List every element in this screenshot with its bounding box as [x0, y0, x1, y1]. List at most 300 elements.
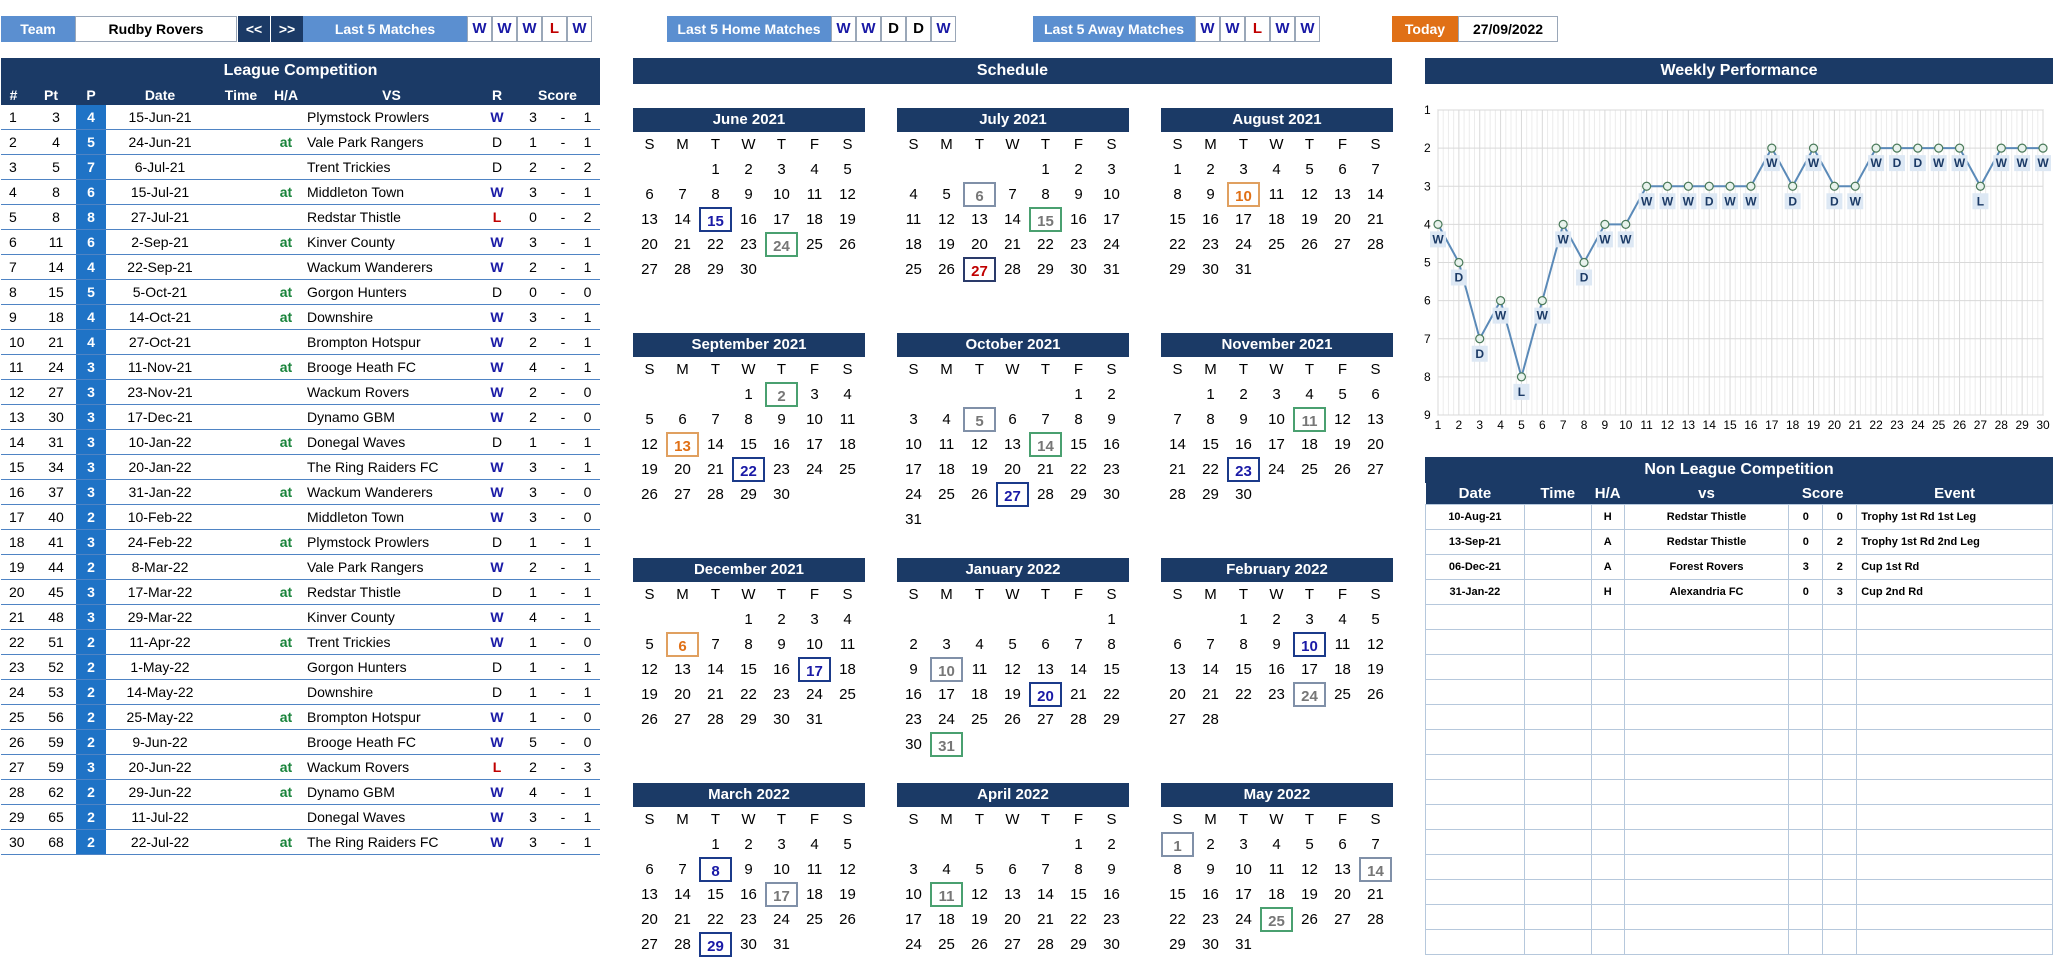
calendar-day[interactable]: 17 [1268, 436, 1285, 453]
calendar-day[interactable]: 9 [1272, 636, 1281, 653]
calendar-day[interactable]: 31 [1103, 261, 1120, 278]
calendar-day[interactable]: 8 [1206, 411, 1215, 428]
table-row[interactable] [1, 380, 600, 405]
calendar-day[interactable]: 13 [641, 886, 658, 903]
calendar-day[interactable]: 11 [806, 186, 823, 203]
calendar-day[interactable]: 4 [810, 836, 819, 853]
table-row[interactable] [1, 780, 600, 805]
calendar-day[interactable]: 1 [744, 611, 753, 628]
calendar-day[interactable]: 4 [1272, 161, 1281, 178]
calendar-day[interactable]: 23 [740, 236, 757, 253]
calendar-day[interactable]: 31 [1235, 936, 1252, 953]
table-row[interactable] [1, 180, 600, 205]
calendar-day[interactable]: 23 [1202, 911, 1219, 928]
calendar-day[interactable]: 11 [1334, 636, 1351, 653]
calendar-day[interactable]: 13 [1367, 411, 1384, 428]
calendar-day[interactable]: 11 [806, 861, 823, 878]
calendar-day[interactable]: 20 [1169, 686, 1186, 703]
match-day[interactable]: 29 [699, 932, 732, 957]
team-name-field[interactable]: Rudby Rovers [75, 16, 237, 42]
calendar-day[interactable]: 2 [1206, 836, 1215, 853]
calendar-day[interactable]: 21 [1202, 686, 1219, 703]
calendar-day[interactable]: 26 [839, 236, 856, 253]
match-day[interactable]: 27 [996, 482, 1029, 507]
calendar-day[interactable]: 21 [1367, 886, 1384, 903]
calendar-day[interactable]: 24 [806, 461, 823, 478]
prev-team-button[interactable]: << [238, 16, 270, 42]
calendar-day[interactable]: 5 [645, 411, 654, 428]
match-day[interactable]: 23 [1227, 457, 1260, 482]
calendar-day[interactable]: 30 [905, 736, 922, 753]
calendar-day[interactable]: 31 [1235, 261, 1252, 278]
calendar-day[interactable]: 19 [1367, 661, 1384, 678]
calendar-day[interactable]: 4 [843, 611, 852, 628]
calendar-day[interactable]: 17 [1103, 211, 1120, 228]
calendar-day[interactable]: 18 [1301, 436, 1318, 453]
calendar-day[interactable]: 3 [909, 411, 918, 428]
calendar-day[interactable]: 23 [773, 686, 790, 703]
calendar-day[interactable]: 4 [975, 636, 984, 653]
calendar-day[interactable]: 18 [1268, 886, 1285, 903]
calendar-day[interactable]: 26 [1334, 461, 1351, 478]
calendar-day[interactable]: 22 [707, 236, 724, 253]
calendar-day[interactable]: 2 [1107, 386, 1116, 403]
calendar-day[interactable]: 22 [1070, 911, 1087, 928]
calendar-day[interactable]: 22 [1235, 686, 1252, 703]
table-row[interactable] [1, 555, 600, 580]
calendar-day[interactable]: 13 [1334, 186, 1351, 203]
calendar-day[interactable]: 5 [942, 186, 951, 203]
calendar-day[interactable]: 26 [641, 711, 658, 728]
calendar-day[interactable]: 18 [1268, 211, 1285, 228]
calendar-day[interactable]: 20 [674, 686, 691, 703]
calendar-day[interactable]: 30 [740, 936, 757, 953]
table-row[interactable] [1, 605, 600, 630]
match-day[interactable]: 17 [765, 882, 798, 907]
calendar-day[interactable]: 13 [1334, 861, 1351, 878]
calendar-day[interactable]: 21 [707, 461, 724, 478]
calendar-day[interactable]: 27 [674, 486, 691, 503]
match-day[interactable]: 27 [963, 257, 996, 282]
table-row[interactable] [1, 455, 600, 480]
match-day[interactable]: 2 [765, 382, 798, 407]
calendar-day[interactable]: 23 [1202, 236, 1219, 253]
calendar-day[interactable]: 5 [975, 861, 984, 878]
calendar-day[interactable]: 24 [773, 911, 790, 928]
calendar-day[interactable]: 9 [777, 636, 786, 653]
calendar-day[interactable]: 3 [810, 386, 819, 403]
calendar-day[interactable]: 30 [1070, 261, 1087, 278]
calendar-day[interactable]: 7 [1173, 411, 1182, 428]
calendar-day[interactable]: 29 [740, 486, 757, 503]
match-day[interactable]: 6 [963, 182, 996, 207]
calendar-day[interactable]: 19 [1301, 211, 1318, 228]
calendar-day[interactable]: 8 [1041, 186, 1050, 203]
calendar-day[interactable]: 23 [905, 711, 922, 728]
calendar-day[interactable]: 25 [839, 461, 856, 478]
calendar-day[interactable]: 24 [1235, 911, 1252, 928]
calendar-day[interactable]: 17 [1235, 211, 1252, 228]
calendar-day[interactable]: 10 [905, 886, 922, 903]
calendar-day[interactable]: 5 [645, 636, 654, 653]
calendar-day[interactable]: 6 [1008, 861, 1017, 878]
calendar-day[interactable]: 6 [678, 411, 687, 428]
match-day[interactable]: 24 [1293, 682, 1326, 707]
table-row[interactable] [1, 255, 600, 280]
match-day[interactable]: 11 [1293, 407, 1326, 432]
calendar-day[interactable]: 5 [843, 161, 852, 178]
calendar-day[interactable]: 4 [942, 411, 951, 428]
table-row[interactable] [1, 280, 600, 305]
calendar-day[interactable]: 15 [1169, 886, 1186, 903]
calendar-day[interactable]: 24 [1268, 461, 1285, 478]
calendar-day[interactable]: 1 [1206, 386, 1215, 403]
calendar-day[interactable]: 29 [740, 711, 757, 728]
calendar-day[interactable]: 21 [674, 911, 691, 928]
calendar-day[interactable]: 16 [740, 211, 757, 228]
calendar-day[interactable]: 12 [938, 211, 955, 228]
calendar-day[interactable]: 22 [1103, 686, 1120, 703]
calendar-day[interactable]: 16 [740, 886, 757, 903]
calendar-day[interactable]: 12 [1301, 861, 1318, 878]
calendar-day[interactable]: 30 [773, 486, 790, 503]
calendar-day[interactable]: 25 [1268, 236, 1285, 253]
calendar-day[interactable]: 25 [1334, 686, 1351, 703]
table-row[interactable] [1, 230, 600, 255]
calendar-day[interactable]: 10 [806, 636, 823, 653]
match-day[interactable]: 10 [1227, 182, 1260, 207]
calendar-day[interactable]: 8 [1074, 861, 1083, 878]
calendar-day[interactable]: 17 [773, 211, 790, 228]
calendar-day[interactable]: 21 [674, 236, 691, 253]
calendar-day[interactable]: 28 [1169, 486, 1186, 503]
calendar-day[interactable]: 3 [1107, 161, 1116, 178]
calendar-day[interactable]: 17 [905, 461, 922, 478]
calendar-day[interactable]: 22 [707, 911, 724, 928]
calendar-day[interactable]: 2 [909, 636, 918, 653]
calendar-day[interactable]: 27 [1367, 461, 1384, 478]
calendar-day[interactable]: 5 [1008, 636, 1017, 653]
calendar-day[interactable]: 15 [1070, 886, 1087, 903]
calendar-day[interactable]: 19 [641, 686, 658, 703]
calendar-day[interactable]: 25 [839, 686, 856, 703]
calendar-day[interactable]: 28 [674, 261, 691, 278]
calendar-day[interactable]: 26 [971, 486, 988, 503]
calendar-day[interactable]: 7 [711, 411, 720, 428]
calendar-day[interactable]: 27 [641, 261, 658, 278]
calendar-day[interactable]: 6 [1008, 411, 1017, 428]
calendar-day[interactable]: 7 [678, 861, 687, 878]
calendar-day[interactable]: 12 [971, 436, 988, 453]
table-row[interactable] [1, 755, 600, 780]
calendar-day[interactable]: 15 [1169, 211, 1186, 228]
calendar-day[interactable]: 2 [1272, 611, 1281, 628]
calendar-day[interactable]: 1 [711, 836, 720, 853]
calendar-day[interactable]: 3 [909, 861, 918, 878]
calendar-day[interactable]: 16 [1202, 886, 1219, 903]
calendar-day[interactable]: 12 [641, 436, 658, 453]
calendar-day[interactable]: 1 [1173, 161, 1182, 178]
match-day[interactable]: 10 [1293, 632, 1326, 657]
calendar-day[interactable]: 14 [1367, 186, 1384, 203]
calendar-day[interactable]: 27 [641, 936, 658, 953]
calendar-day[interactable]: 3 [777, 836, 786, 853]
calendar-day[interactable]: 9 [1107, 861, 1116, 878]
calendar-day[interactable]: 3 [1305, 611, 1314, 628]
calendar-day[interactable]: 1 [1239, 611, 1248, 628]
calendar-day[interactable]: 24 [905, 486, 922, 503]
calendar-day[interactable]: 14 [1169, 436, 1186, 453]
calendar-day[interactable]: 19 [839, 211, 856, 228]
calendar-day[interactable]: 13 [971, 211, 988, 228]
match-day[interactable]: 20 [1029, 682, 1062, 707]
calendar-day[interactable]: 1 [711, 161, 720, 178]
calendar-day[interactable]: 1 [1074, 386, 1083, 403]
calendar-day[interactable]: 21 [1169, 461, 1186, 478]
calendar-day[interactable]: 23 [1268, 686, 1285, 703]
calendar-day[interactable]: 29 [1169, 936, 1186, 953]
calendar-day[interactable]: 6 [1371, 386, 1380, 403]
calendar-day[interactable]: 5 [1371, 611, 1380, 628]
calendar-day[interactable]: 27 [1037, 711, 1054, 728]
calendar-day[interactable]: 6 [1173, 636, 1182, 653]
calendar-day[interactable]: 4 [810, 161, 819, 178]
calendar-day[interactable]: 9 [1206, 186, 1215, 203]
match-day[interactable]: 24 [765, 232, 798, 257]
calendar-day[interactable]: 14 [1202, 661, 1219, 678]
calendar-day[interactable]: 13 [1004, 886, 1021, 903]
table-row[interactable] [1, 405, 600, 430]
calendar-day[interactable]: 16 [773, 661, 790, 678]
table-row[interactable] [1, 830, 600, 855]
calendar-day[interactable]: 26 [1301, 911, 1318, 928]
calendar-day[interactable]: 12 [1004, 661, 1021, 678]
calendar-day[interactable]: 11 [839, 636, 856, 653]
calendar-day[interactable]: 28 [707, 711, 724, 728]
calendar-day[interactable]: 26 [839, 911, 856, 928]
calendar-day[interactable]: 20 [1004, 461, 1021, 478]
calendar-day[interactable]: 13 [674, 661, 691, 678]
calendar-day[interactable]: 8 [1173, 186, 1182, 203]
calendar-day[interactable]: 20 [1367, 436, 1384, 453]
calendar-day[interactable]: 6 [1338, 161, 1347, 178]
calendar-day[interactable]: 2 [1239, 386, 1248, 403]
calendar-day[interactable]: 28 [1037, 486, 1054, 503]
calendar-day[interactable]: 26 [1301, 236, 1318, 253]
calendar-day[interactable]: 4 [1272, 836, 1281, 853]
calendar-day[interactable]: 24 [806, 686, 823, 703]
calendar-day[interactable]: 8 [1074, 411, 1083, 428]
calendar-day[interactable]: 14 [1070, 661, 1087, 678]
match-day[interactable]: 15 [699, 207, 732, 232]
calendar-day[interactable]: 16 [1268, 661, 1285, 678]
calendar-day[interactable]: 16 [1202, 211, 1219, 228]
calendar-day[interactable]: 18 [839, 436, 856, 453]
calendar-day[interactable]: 14 [707, 661, 724, 678]
calendar-day[interactable]: 7 [1041, 861, 1050, 878]
calendar-day[interactable]: 16 [1235, 436, 1252, 453]
calendar-day[interactable]: 8 [744, 411, 753, 428]
calendar-day[interactable]: 9 [777, 411, 786, 428]
calendar-day[interactable]: 18 [1334, 661, 1351, 678]
calendar-day[interactable]: 27 [674, 711, 691, 728]
calendar-day[interactable]: 15 [707, 886, 724, 903]
match-day[interactable]: 6 [666, 632, 699, 657]
calendar-day[interactable]: 28 [1202, 711, 1219, 728]
calendar-day[interactable]: 25 [938, 936, 955, 953]
table-row[interactable] [1, 305, 600, 330]
calendar-day[interactable]: 6 [1338, 836, 1347, 853]
calendar-day[interactable]: 22 [1037, 236, 1054, 253]
calendar-day[interactable]: 13 [1004, 436, 1021, 453]
calendar-day[interactable]: 17 [1235, 886, 1252, 903]
calendar-day[interactable]: 11 [1268, 186, 1285, 203]
calendar-day[interactable]: 12 [839, 186, 856, 203]
calendar-day[interactable]: 15 [1235, 661, 1252, 678]
match-day[interactable]: 17 [798, 657, 831, 682]
table-row[interactable] [1, 805, 600, 830]
calendar-day[interactable]: 18 [806, 886, 823, 903]
calendar-day[interactable]: 13 [641, 211, 658, 228]
table-row[interactable] [1, 655, 600, 680]
calendar-day[interactable]: 8 [744, 636, 753, 653]
calendar-day[interactable]: 7 [1371, 836, 1380, 853]
calendar-day[interactable]: 15 [740, 436, 757, 453]
calendar-day[interactable]: 9 [1206, 861, 1215, 878]
table-row[interactable] [1, 680, 600, 705]
calendar-day[interactable]: 18 [971, 686, 988, 703]
calendar-day[interactable]: 5 [1338, 386, 1347, 403]
calendar-day[interactable]: 13 [1169, 661, 1186, 678]
calendar-day[interactable]: 28 [1367, 911, 1384, 928]
calendar-day[interactable]: 14 [1037, 886, 1054, 903]
calendar-day[interactable]: 19 [1334, 436, 1351, 453]
calendar-day[interactable]: 15 [740, 661, 757, 678]
calendar-day[interactable]: 31 [773, 936, 790, 953]
calendar-day[interactable]: 6 [645, 186, 654, 203]
calendar-day[interactable]: 2 [777, 611, 786, 628]
calendar-day[interactable]: 28 [1004, 261, 1021, 278]
table-row[interactable] [1, 505, 600, 530]
match-day[interactable]: 15 [1029, 207, 1062, 232]
table-row[interactable] [1, 105, 600, 130]
calendar-day[interactable]: 9 [909, 661, 918, 678]
calendar-day[interactable]: 9 [744, 861, 753, 878]
calendar-day[interactable]: 29 [1103, 711, 1120, 728]
calendar-day[interactable]: 4 [942, 861, 951, 878]
calendar-day[interactable]: 7 [711, 636, 720, 653]
calendar-day[interactable]: 28 [674, 936, 691, 953]
calendar-day[interactable]: 16 [1103, 886, 1120, 903]
match-day[interactable]: 13 [666, 432, 699, 457]
calendar-day[interactable]: 7 [1206, 636, 1215, 653]
table-row[interactable] [1, 130, 600, 155]
calendar-day[interactable]: 19 [971, 911, 988, 928]
calendar-day[interactable]: 1 [1107, 611, 1116, 628]
calendar-day[interactable]: 29 [1070, 486, 1087, 503]
calendar-day[interactable]: 2 [744, 161, 753, 178]
calendar-day[interactable]: 2 [744, 836, 753, 853]
table-row[interactable] [1426, 530, 2053, 555]
calendar-day[interactable]: 3 [1272, 386, 1281, 403]
calendar-day[interactable]: 14 [674, 211, 691, 228]
table-row[interactable] [1, 580, 600, 605]
calendar-day[interactable]: 10 [1103, 186, 1120, 203]
calendar-day[interactable]: 19 [1301, 886, 1318, 903]
calendar-day[interactable]: 16 [773, 436, 790, 453]
calendar-day[interactable]: 1 [1041, 161, 1050, 178]
calendar-day[interactable]: 14 [674, 886, 691, 903]
calendar-day[interactable]: 7 [1371, 161, 1380, 178]
calendar-day[interactable]: 7 [1008, 186, 1017, 203]
calendar-day[interactable]: 28 [1037, 936, 1054, 953]
table-row[interactable] [1, 205, 600, 230]
table-row[interactable] [1426, 555, 2053, 580]
calendar-day[interactable]: 19 [641, 461, 658, 478]
calendar-day[interactable]: 30 [1202, 936, 1219, 953]
calendar-day[interactable]: 15 [1202, 436, 1219, 453]
calendar-day[interactable]: 30 [1103, 486, 1120, 503]
calendar-day[interactable]: 29 [1202, 486, 1219, 503]
calendar-day[interactable]: 25 [1301, 461, 1318, 478]
calendar-day[interactable]: 8 [1107, 636, 1116, 653]
calendar-day[interactable]: 30 [740, 261, 757, 278]
calendar-day[interactable]: 30 [1202, 261, 1219, 278]
calendar-day[interactable]: 25 [806, 911, 823, 928]
calendar-day[interactable]: 27 [1334, 911, 1351, 928]
calendar-day[interactable]: 30 [773, 711, 790, 728]
calendar-day[interactable]: 13 [1037, 661, 1054, 678]
calendar-day[interactable]: 18 [839, 661, 856, 678]
calendar-day[interactable]: 21 [707, 686, 724, 703]
calendar-day[interactable]: 26 [641, 486, 658, 503]
calendar-day[interactable]: 9 [1107, 411, 1116, 428]
calendar-day[interactable]: 9 [1239, 411, 1248, 428]
calendar-day[interactable]: 29 [1070, 936, 1087, 953]
calendar-day[interactable]: 24 [1103, 236, 1120, 253]
calendar-day[interactable]: 11 [971, 661, 988, 678]
table-row[interactable] [1, 705, 600, 730]
table-row[interactable] [1, 630, 600, 655]
calendar-day[interactable]: 18 [806, 211, 823, 228]
calendar-day[interactable]: 10 [905, 436, 922, 453]
calendar-day[interactable]: 10 [1235, 861, 1252, 878]
table-row[interactable] [1, 730, 600, 755]
next-team-button[interactable]: >> [271, 16, 303, 42]
calendar-day[interactable]: 22 [1202, 461, 1219, 478]
calendar-day[interactable]: 9 [744, 186, 753, 203]
calendar-day[interactable]: 20 [971, 236, 988, 253]
calendar-day[interactable]: 19 [1004, 686, 1021, 703]
calendar-day[interactable]: 17 [905, 911, 922, 928]
calendar-day[interactable]: 4 [843, 386, 852, 403]
calendar-day[interactable]: 12 [1334, 411, 1351, 428]
match-day[interactable]: 10 [930, 657, 963, 682]
calendar-day[interactable]: 18 [938, 461, 955, 478]
calendar-day[interactable]: 3 [1239, 836, 1248, 853]
calendar-day[interactable]: 5 [1305, 836, 1314, 853]
calendar-day[interactable]: 17 [806, 436, 823, 453]
calendar-day[interactable]: 2 [1074, 161, 1083, 178]
calendar-day[interactable]: 7 [1041, 411, 1050, 428]
calendar-day[interactable]: 27 [1004, 936, 1021, 953]
calendar-day[interactable]: 8 [1173, 861, 1182, 878]
calendar-day[interactable]: 20 [641, 911, 658, 928]
calendar-day[interactable]: 31 [905, 511, 922, 528]
match-day[interactable]: 31 [930, 732, 963, 757]
calendar-day[interactable]: 23 [1103, 461, 1120, 478]
calendar-day[interactable]: 4 [909, 186, 918, 203]
